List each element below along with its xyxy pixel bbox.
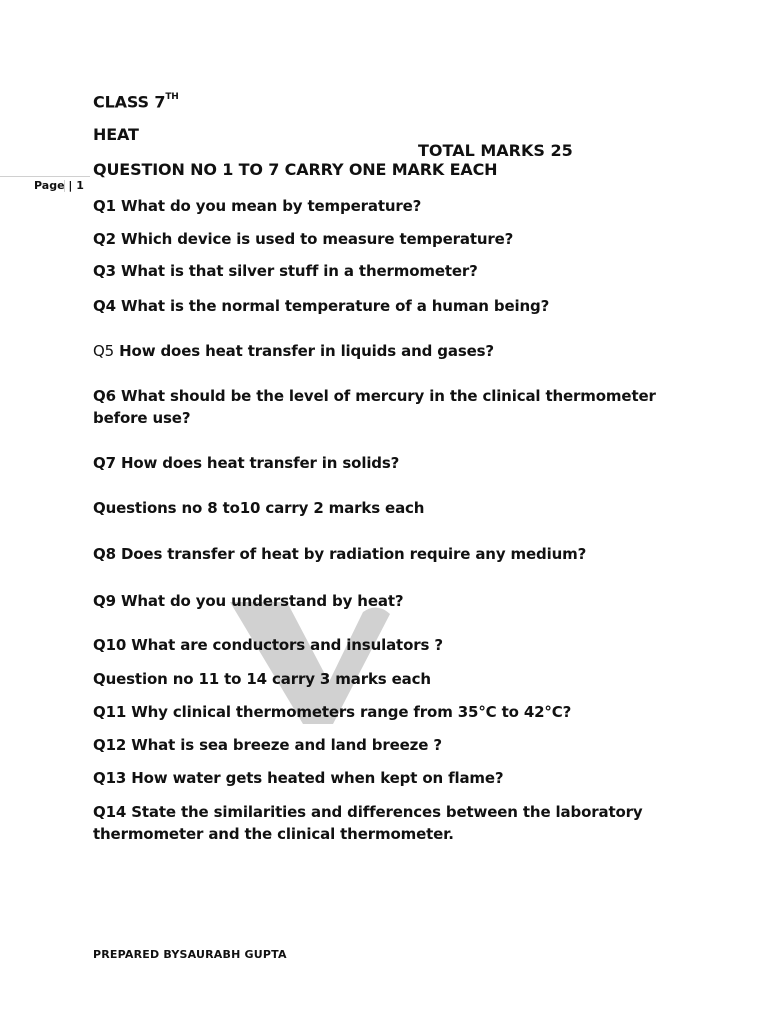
section-2-heading: Questions no 8 to10 carry 2 marks each [93,499,425,517]
question-7: Q7 How does heat transfer in solids? [93,454,400,472]
question-11: Q11 Why clinical thermometers range from 35°C to 42°C? [93,703,572,721]
question-1: Q1 What do you mean by temperature? [93,197,422,215]
page-number: Page | 1 [34,179,84,192]
footer-author: PREPARED BYSAURABH GUPTA [93,948,287,961]
question-13: Q13 How water gets heated when kept on flame? [93,769,504,787]
question-4: Q4 What is the normal temperature of a human being? [93,297,550,315]
question-14: Q14 State the similarities and differences between the laboratory thermometer and the clinical thermometer. [93,803,643,843]
question-9: Q9 What do you understand by heat? [93,592,404,610]
question-12: Q12 What is sea breeze and land breeze ? [93,736,442,754]
class-heading: CLASS 7TH [93,92,179,112]
subject-heading: HEAT [93,125,139,144]
question-5: Q5 How does heat transfer in liquids and gases? [93,342,494,360]
question-3: Q3 What is that silver stuff in a thermometer? [93,262,478,280]
question-6: Q6 What should be the level of mercury in the clinical thermometer before use? [93,387,656,427]
page-rule [0,176,90,177]
question-8: Q8 Does transfer of heat by radiation require any medium? [93,545,587,563]
question-10: Q10 What are conductors and insulators ? [93,636,443,654]
section-3-heading: Question no 11 to 14 carry 3 marks each [93,670,431,688]
question-2: Q2 Which device is used to measure temperature? [93,230,514,248]
instruction-heading: QUESTION NO 1 TO 7 CARRY ONE MARK EACH [93,160,498,179]
total-marks: TOTAL MARKS 25 [418,141,573,160]
